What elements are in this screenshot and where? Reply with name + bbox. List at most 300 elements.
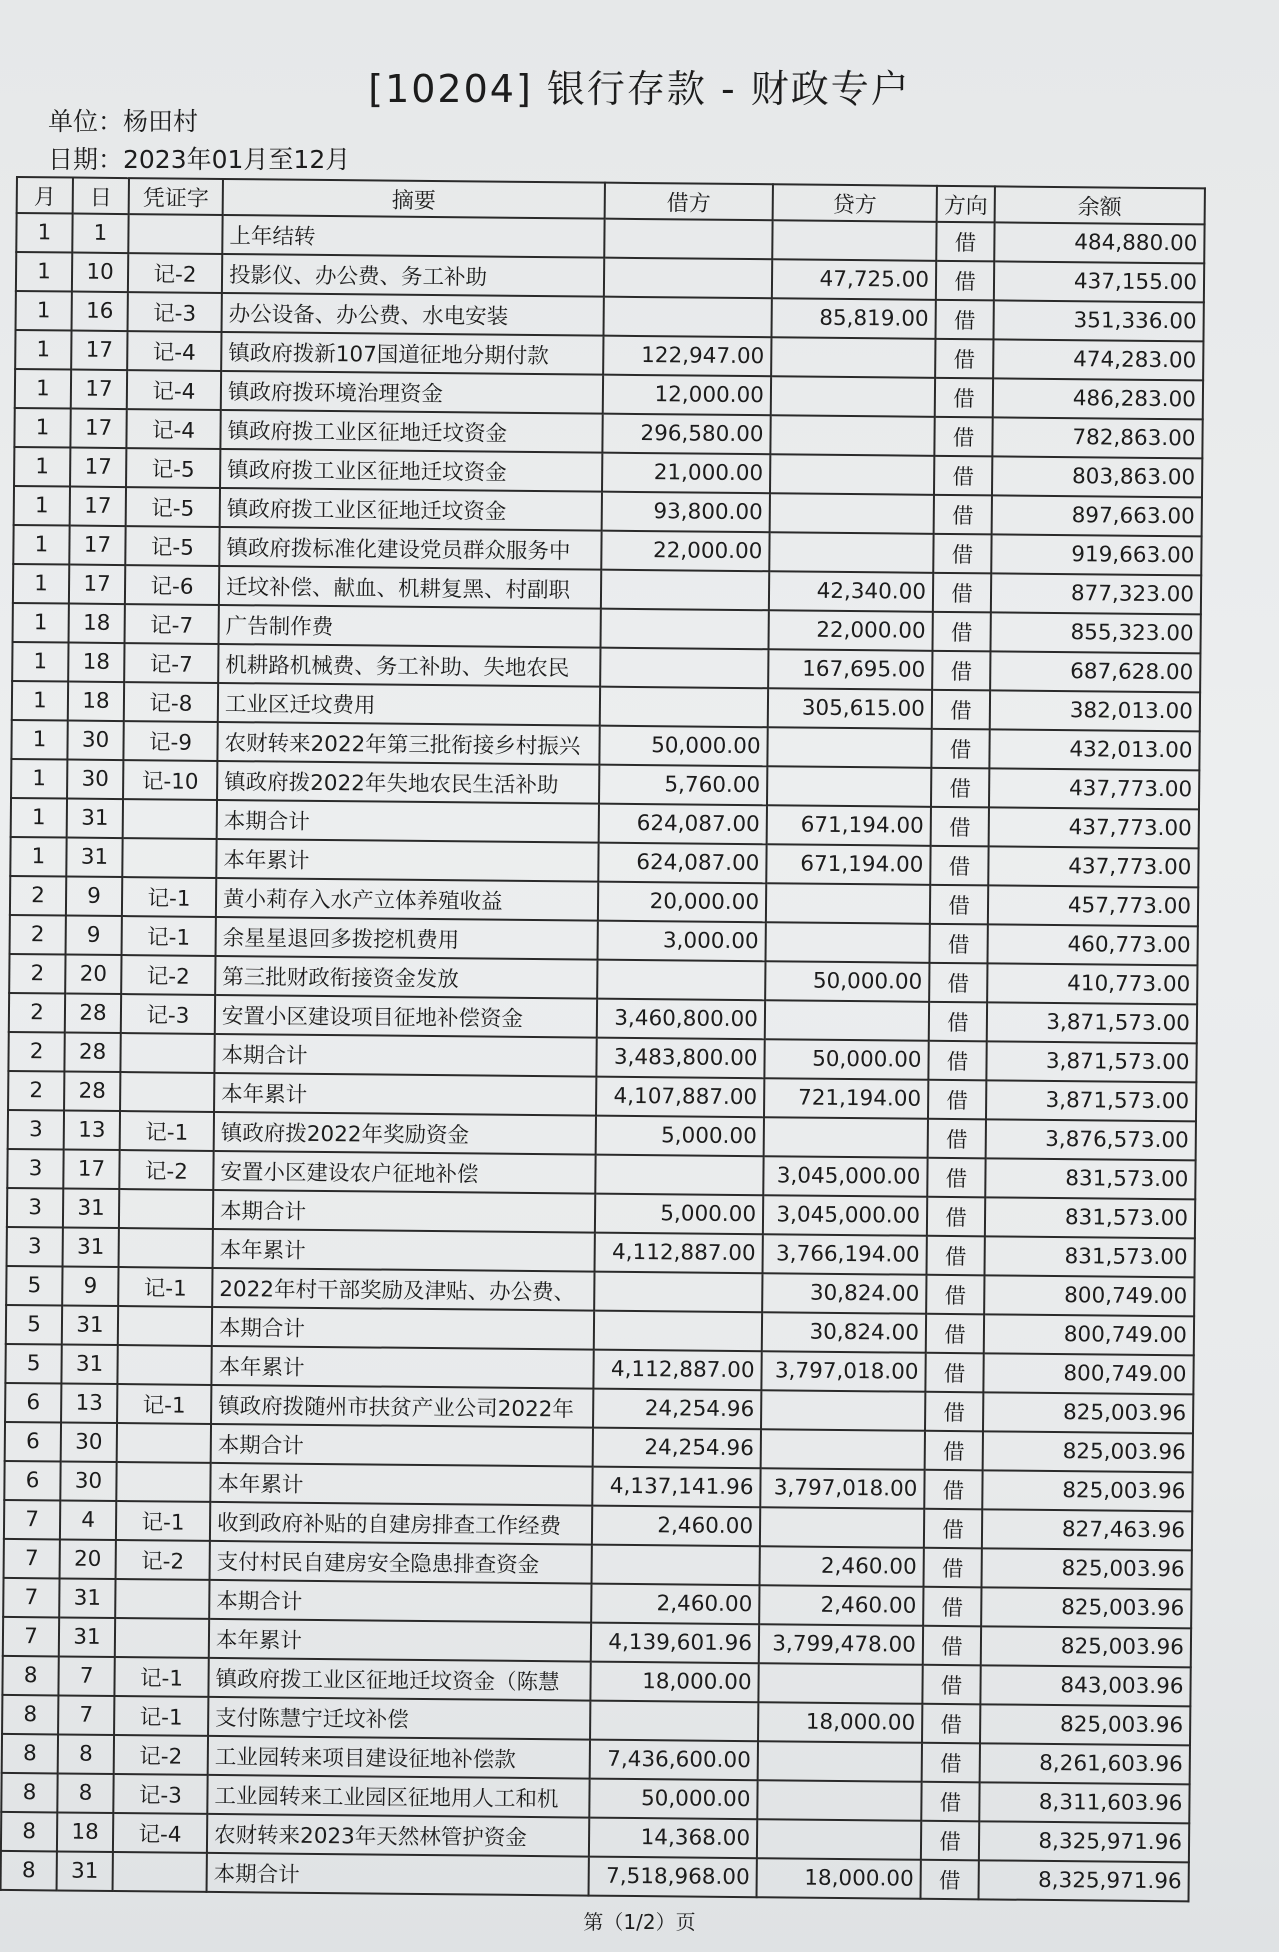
voucher-cell [123,799,217,839]
credit-cell [771,376,935,417]
balance-cell: 8,325,971.96 [979,1860,1189,1901]
summary-cell: 农财转来2022年第三批衔接乡村振兴 [217,722,599,765]
debit-cell [604,258,772,299]
balance-cell: 782,863.00 [992,417,1202,458]
debit-cell: 12,000.00 [603,375,771,416]
summary-cell: 办公设备、办公费、水电安装 [222,293,604,336]
credit-cell [758,1663,922,1704]
day-cell: 31 [63,1189,119,1229]
direction-cell: 借 [923,1587,981,1627]
credit-cell: 18,000.00 [758,1702,922,1743]
voucher-cell: 记-3 [113,1774,207,1814]
month-cell: 1 [14,447,70,487]
summary-cell: 本年累计 [214,1073,596,1116]
summary-cell: 机耕路机械费、务工补助、失地农民 [218,644,600,687]
debit-cell: 22,000.00 [601,531,769,572]
header-balance: 余额 [995,186,1205,224]
summary-cell: 安置小区建设项目征地补偿资金 [215,995,597,1038]
debit-cell: 5,000.00 [596,1116,764,1157]
credit-cell [757,1780,921,1821]
debit-cell: 14,368.00 [589,1818,757,1859]
day-cell: 28 [65,994,121,1034]
credit-cell [761,1390,925,1431]
day-cell: 7 [58,1695,114,1735]
direction-cell: 借 [924,1470,982,1510]
credit-cell [770,415,934,456]
credit-cell [769,532,933,573]
summary-cell: 农财转来2023年天然林管护资金 [207,1814,589,1857]
day-cell: 31 [62,1305,118,1345]
day-cell: 4 [60,1500,116,1540]
voucher-cell: 记-3 [128,292,222,332]
month-cell: 1 [14,486,70,526]
debit-cell: 50,000.00 [599,726,767,767]
debit-cell: 624,087.00 [599,804,767,845]
voucher-cell: 记-1 [118,1267,212,1307]
debit-cell [604,219,772,260]
credit-cell: 50,000.00 [764,1039,928,1080]
balance-cell: 8,325,971.96 [979,1821,1189,1862]
credit-cell [767,727,931,768]
credit-cell: 18,000.00 [757,1858,921,1899]
ledger-table [0,176,1206,1902]
debit-cell [600,609,768,650]
balance-cell: 855,323.00 [990,612,1200,653]
voucher-cell: 记-1 [122,916,216,956]
header-credit: 贷方 [773,184,937,222]
credit-cell: 167,695.00 [768,649,932,690]
direction-cell: 借 [930,846,988,886]
day-cell: 18 [68,682,124,722]
month-cell: 1 [12,681,68,721]
debit-cell: 7,518,968.00 [589,1857,757,1898]
summary-cell: 本期合计 [207,1853,589,1896]
balance-cell: 3,871,573.00 [987,1002,1197,1043]
debit-cell: 93,800.00 [602,492,770,533]
balance-cell: 437,773.00 [989,768,1199,809]
direction-cell: 借 [929,963,987,1003]
month-cell: 1 [13,564,69,604]
credit-cell [771,337,935,378]
voucher-cell: 记-2 [114,1735,208,1775]
direction-cell: 借 [936,261,994,301]
voucher-cell: 记-1 [117,1384,211,1424]
voucher-cell [117,1423,211,1463]
summary-cell: 支付陈慧宁迁坟补偿 [208,1697,590,1740]
direction-cell: 借 [927,1158,985,1198]
month-cell: 8 [1,1812,57,1852]
direction-cell: 借 [931,807,989,847]
month-cell: 6 [4,1461,60,1501]
voucher-cell: 记-2 [121,955,215,995]
debit-cell [594,1272,762,1313]
summary-cell: 广告制作费 [219,605,601,648]
voucher-cell: 记-2 [119,1150,213,1190]
direction-cell: 借 [927,1197,985,1237]
debit-cell: 50,000.00 [589,1779,757,1820]
credit-cell: 2,460.00 [760,1546,924,1587]
debit-cell: 122,947.00 [603,336,771,377]
direction-cell: 借 [926,1236,984,1276]
direction-cell: 借 [922,1743,980,1783]
credit-cell: 3,797,018.00 [761,1351,925,1392]
month-cell: 7 [4,1500,60,1540]
debit-cell [600,648,768,689]
voucher-cell: 记-1 [120,1111,214,1151]
month-cell: 5 [6,1266,62,1306]
direction-cell: 借 [921,1782,979,1822]
credit-cell: 42,340.00 [769,571,933,612]
voucher-cell [115,1579,209,1619]
balance-cell: 8,261,603.96 [980,1743,1190,1784]
balance-cell: 843,003.96 [980,1665,1190,1706]
day-cell: 13 [64,1111,120,1151]
debit-cell [600,687,768,728]
direction-cell: 借 [921,1821,979,1861]
day-cell: 20 [60,1539,116,1579]
voucher-cell: 记-1 [122,877,216,917]
day-cell: 9 [66,916,122,956]
balance-cell: 897,663.00 [992,495,1202,536]
month-cell: 1 [12,642,68,682]
direction-cell: 借 [933,573,991,613]
month-cell: 3 [7,1149,63,1189]
direction-cell: 借 [923,1548,981,1588]
day-cell: 10 [72,253,128,293]
debit-cell: 4,137,141.96 [592,1467,760,1508]
day-cell: 17 [70,409,126,449]
credit-cell: 3,766,194.00 [763,1234,927,1275]
direction-cell: 借 [926,1275,984,1315]
month-cell: 1 [16,252,72,292]
day-cell: 17 [69,526,125,566]
balance-cell: 437,155.00 [994,261,1204,302]
credit-cell: 305,615.00 [768,688,932,729]
day-cell: 8 [58,1734,114,1774]
balance-cell: 8,311,603.96 [979,1782,1189,1823]
direction-cell: 借 [933,534,991,574]
month-cell: 2 [10,876,66,916]
day-cell: 30 [60,1461,116,1501]
balance-cell: 825,003.96 [981,1548,1191,1589]
credit-cell: 2,460.00 [759,1585,923,1626]
balance-cell: 825,003.96 [983,1392,1193,1433]
month-cell: 1 [10,837,66,877]
direction-cell: 借 [925,1431,983,1471]
summary-cell: 余星星退回多拨挖机费用 [216,917,598,960]
credit-cell: 3,797,018.00 [760,1468,924,1509]
day-cell: 31 [61,1344,117,1384]
balance-cell: 825,003.96 [983,1431,1193,1472]
header-month: 月 [17,177,73,214]
balance-cell: 457,773.00 [988,885,1198,926]
voucher-cell: 记-4 [126,409,220,449]
summary-cell: 本年累计 [216,839,598,882]
balance-cell: 3,876,573.00 [986,1119,1196,1160]
credit-cell [766,883,930,924]
month-cell: 1 [15,330,71,370]
credit-cell [758,1741,922,1782]
summary-cell: 本年累计 [211,1346,593,1389]
month-cell: 5 [6,1305,62,1345]
debit-cell: 5,000.00 [595,1194,763,1235]
summary-cell: 本年累计 [213,1229,595,1272]
debit-cell: 20,000.00 [598,882,766,923]
summary-cell: 本年累计 [210,1463,592,1506]
voucher-cell: 记-1 [114,1657,208,1697]
direction-cell: 借 [930,885,988,925]
header-voucher: 凭证字 [129,178,223,215]
balance-cell: 800,749.00 [984,1314,1194,1355]
day-cell: 18 [68,643,124,683]
summary-cell: 本年累计 [209,1619,591,1662]
debit-cell [590,1701,758,1742]
month-cell: 8 [2,1695,58,1735]
month-cell: 8 [2,1656,58,1696]
debit-cell: 4,139,601.96 [591,1623,759,1664]
credit-cell [757,1819,921,1860]
voucher-cell: 记-4 [127,370,221,410]
day-cell: 17 [71,331,127,371]
voucher-cell: 记-9 [123,721,217,761]
direction-cell: 借 [926,1314,984,1354]
summary-cell: 镇政府拨2022年失地农民生活补助 [217,761,599,804]
balance-cell: 3,871,573.00 [986,1080,1196,1121]
debit-cell: 24,254.96 [593,1389,761,1430]
voucher-cell: 记-5 [126,487,220,527]
direction-cell: 借 [922,1704,980,1744]
day-cell: 30 [67,760,123,800]
date-range-label: 日期：2023年01月至12月 [48,145,351,174]
balance-cell: 825,003.96 [982,1470,1192,1511]
page-number: 第（1/2）页 [583,1910,696,1934]
balance-cell: 687,628.00 [990,651,1200,692]
month-cell: 1 [13,525,69,565]
header-direction: 方向 [937,186,995,223]
voucher-cell: 记-7 [125,604,219,644]
month-cell: 2 [8,1032,64,1072]
day-cell: 31 [66,838,122,878]
header-summary: 摘要 [223,179,605,219]
debit-cell: 624,087.00 [598,843,766,884]
balance-cell: 474,283.00 [993,339,1203,380]
summary-cell: 第三批财政衔接资金发放 [215,956,597,999]
day-cell: 17 [70,448,126,488]
balance-cell: 800,749.00 [983,1353,1193,1394]
month-cell: 1 [14,408,70,448]
month-cell: 7 [4,1539,60,1579]
day-cell: 31 [57,1851,113,1891]
summary-cell: 本期合计 [212,1307,594,1350]
day-cell: 18 [69,604,125,644]
voucher-cell: 记-6 [125,565,219,605]
debit-cell [595,1155,763,1196]
summary-cell: 镇政府拨标准化建设党员群众服务中 [219,527,601,570]
day-cell: 28 [64,1072,120,1112]
summary-cell: 支付村民自建房安全隐患排查资金 [210,1541,592,1584]
summary-cell: 2022年村干部奖励及津贴、办公费、 [212,1268,594,1311]
direction-cell: 借 [935,339,993,379]
balance-cell: 437,773.00 [988,846,1198,887]
direction-cell: 借 [928,1080,986,1120]
direction-cell: 借 [925,1353,983,1393]
day-cell: 9 [66,877,122,917]
balance-cell: 825,003.96 [981,1587,1191,1628]
day-cell: 31 [59,1617,115,1657]
voucher-cell [113,1852,207,1892]
month-cell: 3 [7,1227,63,1267]
credit-cell: 30,824.00 [762,1273,926,1314]
direction-cell: 借 [931,729,989,769]
credit-cell: 30,824.00 [762,1312,926,1353]
direction-cell: 借 [924,1509,982,1549]
direction-cell: 借 [934,456,992,496]
voucher-cell: 记-2 [128,253,222,293]
day-cell: 18 [57,1812,113,1852]
balance-cell: 803,863.00 [992,456,1202,497]
summary-cell: 安置小区建设农户征地补偿 [213,1151,595,1194]
balance-cell: 800,749.00 [984,1275,1194,1316]
day-cell: 31 [67,799,123,839]
month-cell: 1 [13,603,69,643]
day-cell: 20 [65,955,121,995]
day-cell: 8 [57,1773,113,1813]
summary-cell: 镇政府拨环境治理资金 [221,371,603,414]
credit-cell [770,493,934,534]
summary-cell: 镇政府拨工业区征地迁坟资金 [220,410,602,453]
direction-cell: 借 [923,1626,981,1666]
voucher-cell: 记-8 [124,682,218,722]
month-cell: 8 [1,1851,57,1891]
direction-cell: 借 [929,1002,987,1042]
summary-cell: 本期合计 [214,1034,596,1077]
voucher-cell: 记-4 [113,1813,207,1853]
credit-cell [770,454,934,495]
day-cell: 28 [64,1033,120,1073]
balance-cell: 919,663.00 [991,534,1201,575]
voucher-cell [122,838,216,878]
summary-cell: 投影仪、办公费、务工补助 [222,254,604,297]
debit-cell: 2,460.00 [592,1506,760,1547]
month-cell: 1 [15,369,71,409]
debit-cell: 7,436,600.00 [590,1740,758,1781]
month-cell: 6 [5,1383,61,1423]
month-cell: 2 [8,1071,64,1111]
credit-cell: 3,045,000.00 [763,1156,927,1197]
day-cell: 16 [72,292,128,332]
day-cell: 30 [67,721,123,761]
voucher-cell: 记-1 [116,1501,210,1541]
credit-cell: 721,194.00 [764,1078,928,1119]
day-cell: 7 [58,1656,114,1696]
day-cell: 17 [71,370,127,410]
summary-cell: 本期合计 [211,1424,593,1467]
voucher-cell: 记-10 [123,760,217,800]
direction-cell: 借 [928,1119,986,1159]
summary-cell: 镇政府拨2022年奖励资金 [214,1112,596,1155]
balance-cell: 825,003.96 [981,1626,1191,1667]
direction-cell: 借 [932,651,990,691]
balance-cell: 831,573.00 [985,1197,1195,1238]
voucher-cell [118,1306,212,1346]
summary-cell: 镇政府拨工业区征地迁坟资金（陈慧 [208,1658,590,1701]
month-cell: 3 [7,1188,63,1228]
day-cell: 30 [61,1422,117,1462]
credit-cell [764,1117,928,1158]
month-cell: 8 [1,1773,57,1813]
ledger-body [1,213,1205,1901]
day-cell: 13 [61,1383,117,1423]
credit-cell [761,1429,925,1470]
direction-cell: 借 [932,612,990,652]
balance-cell: 351,336.00 [993,300,1203,341]
summary-cell: 上年结转 [222,215,604,258]
summary-cell: 本期合计 [209,1580,591,1623]
header-debit: 借方 [605,183,773,221]
credit-cell [767,766,931,807]
voucher-cell [116,1462,210,1502]
debit-cell: 4,112,887.00 [593,1350,761,1391]
day-cell: 17 [69,565,125,605]
balance-cell: 877,323.00 [991,573,1201,614]
header-day: 日 [73,178,129,215]
debit-cell: 21,000.00 [602,453,770,494]
direction-cell: 借 [925,1392,983,1432]
voucher-cell: 记-7 [124,643,218,683]
day-cell: 1 [72,214,128,254]
voucher-cell: 记-3 [121,994,215,1034]
credit-cell: 3,799,478.00 [759,1624,923,1665]
debit-cell: 4,107,887.00 [596,1077,764,1118]
month-cell: 3 [8,1110,64,1150]
voucher-cell: 记-2 [116,1540,210,1580]
unit-label: 单位：杨田村 [48,107,199,136]
voucher-cell [117,1345,211,1385]
voucher-cell [119,1189,213,1229]
document-title: [10204] 银行存款 - 财政专户 [368,67,911,111]
debit-cell: 4,112,887.00 [595,1233,763,1274]
direction-cell: 借 [921,1860,979,1900]
balance-cell: 827,463.96 [982,1509,1192,1550]
balance-cell: 382,013.00 [990,690,1200,731]
credit-cell: 47,725.00 [772,259,936,300]
debit-cell: 5,760.00 [599,765,767,806]
debit-cell: 3,460,800.00 [597,999,765,1040]
debit-cell [597,960,765,1001]
debit-cell: 3,483,800.00 [596,1038,764,1079]
summary-cell: 迁坟补偿、献血、机耕复黑、村副职 [219,566,601,609]
summary-cell: 工业园转来工业园区征地用人工和机 [207,1775,589,1818]
direction-cell: 借 [931,768,989,808]
voucher-cell: 记-4 [127,331,221,371]
credit-cell: 3,045,000.00 [763,1195,927,1236]
balance-cell: 484,880.00 [994,222,1204,263]
month-cell: 1 [16,291,72,331]
balance-cell: 831,573.00 [985,1158,1195,1199]
balance-cell: 825,003.96 [980,1704,1190,1745]
month-cell: 7 [3,1617,59,1657]
balance-cell: 460,773.00 [987,924,1197,965]
debit-cell: 24,254.96 [593,1428,761,1469]
voucher-cell [120,1033,214,1073]
direction-cell: 借 [936,222,994,262]
debit-cell [594,1311,762,1352]
debit-cell [601,570,769,611]
summary-cell: 收到政府补贴的自建房排查工作经费 [210,1502,592,1545]
month-cell: 6 [5,1422,61,1462]
debit-cell: 18,000.00 [590,1662,758,1703]
balance-cell: 432,013.00 [989,729,1199,770]
